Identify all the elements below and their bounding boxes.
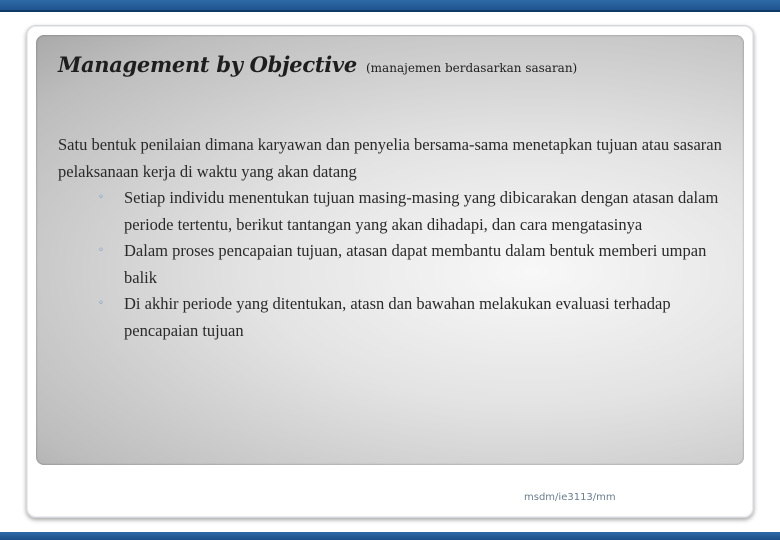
bullet-list bbox=[58, 185, 738, 344]
bullet-item bbox=[98, 291, 738, 344]
bullet-item bbox=[98, 238, 738, 291]
bullet-circle-icon: ◦ bbox=[98, 245, 104, 256]
slide-footer: msdm/ie3113/mm bbox=[524, 492, 616, 503]
bullet-item bbox=[98, 185, 738, 238]
bottom-accent-stripe bbox=[0, 532, 780, 540]
bullet-text: Di akhir periode yang ditentukan, atasn dan bawahan melakukan evaluasi terhadap pencapaian tujuan bbox=[124, 294, 671, 340]
slide-title bbox=[58, 52, 738, 77]
intro-paragraph: Satu bentuk penilaian dimana karyawan dan penyelia bersama-sama menetapkan tujuan atau sasaran pelaksanaan kerja di waktu yang akan datang bbox=[58, 135, 722, 181]
top-accent-stripe bbox=[0, 0, 780, 12]
bullet-text: Setiap individu menentukan tujuan masing-masing yang dibicarakan dengan atasan dalam periode tertentu, berikut tantangan yang akan dihadapi, dan cara mengatasinya bbox=[124, 188, 719, 234]
slide-body bbox=[58, 132, 738, 344]
slide-title-subtitle: (manajemen berdasarkan sasaran) bbox=[366, 61, 578, 75]
slide-title-main: Management by Objective bbox=[58, 52, 357, 77]
bullet-circle-icon: ◦ bbox=[98, 298, 104, 309]
bullet-text: Dalam proses pencapaian tujuan, atasan dapat membantu dalam bentuk memberi umpan balik bbox=[124, 241, 707, 287]
bullet-circle-icon: ◦ bbox=[98, 192, 104, 203]
